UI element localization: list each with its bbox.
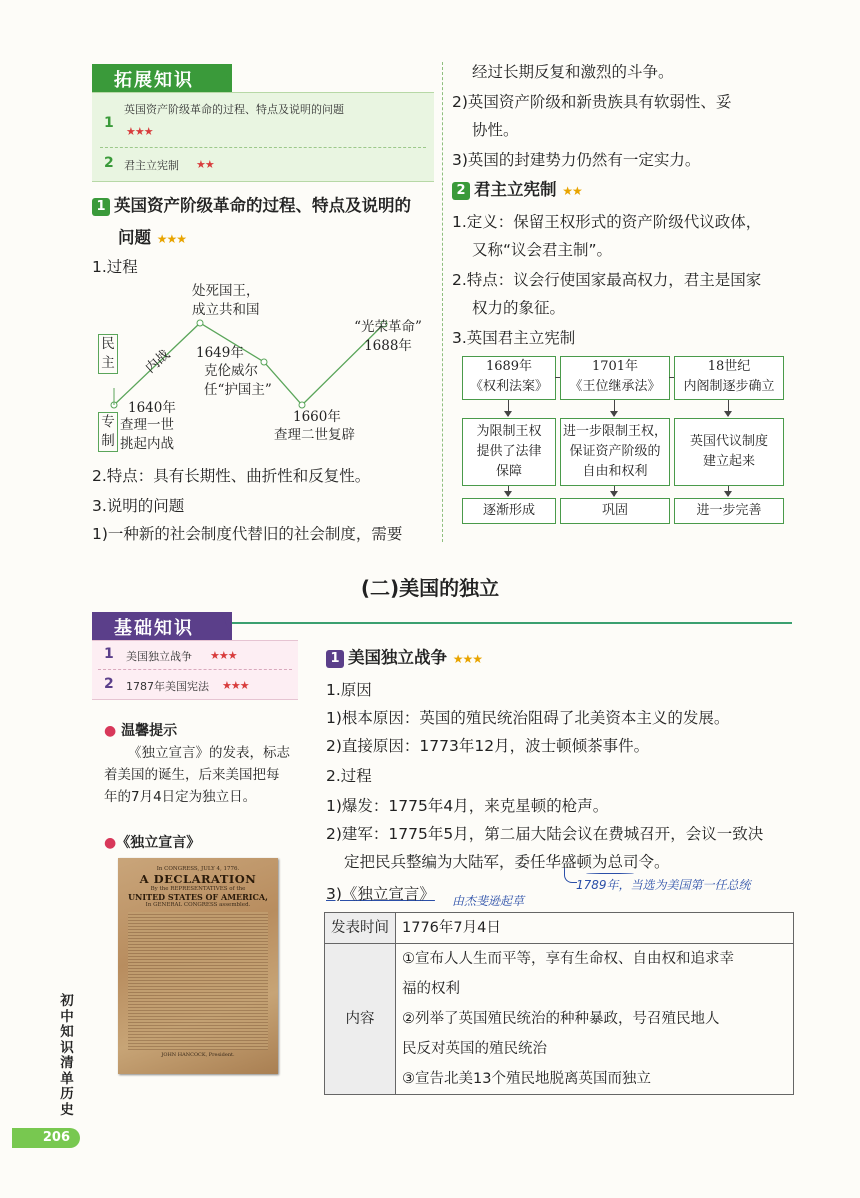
basic-item-stars: ★★★ [222,679,249,692]
flow-arrow [728,486,729,496]
cause-heading: 1.原因 [326,681,372,699]
basic-header: 基础知识 [92,612,232,642]
extension-header: 拓展知识 [92,64,232,94]
section-title: 1 英国资产阶级革命的过程、特点及说明的 [92,192,411,220]
label-1649: 1649年 [196,345,244,361]
definition-text: 1.定义：保留王权形式的资产阶级代议政体， [452,213,762,231]
explain-text: 1)一种新的社会制度代替旧的社会制度，需要 [92,525,403,543]
page-number: 206 [12,1128,80,1148]
side-label: 初中知识清单 历史 [60,993,74,1118]
bullet-icon: ● [104,835,117,851]
process-heading: 1.过程 [92,258,138,276]
flow-arrow [728,400,729,416]
label-execute-king: 处死国王， 成立共和国 [192,283,260,318]
doc-line: In GENERAL CONGRESS assembled. [145,902,251,908]
flow-top-box: 1701年 《王位继承法》 [560,356,670,400]
flow-bottom-box: 进一步完善 [674,498,784,524]
flow-bottom-box: 逐渐形成 [462,498,556,524]
label-charles2: 查理二世复辟 [274,427,355,443]
declaration-image-heading: ●《独立宣言》 [104,835,201,851]
cause-text: 2)直接原因：1773年12月，波士顿倾茶事件。 [326,737,650,755]
democracy-box: 民 主 [98,334,118,374]
section-title: 1 美国独立战争 ★★★ [326,644,482,673]
definition-text: 又称“议会君主制”。 [472,241,613,259]
doc-title: A DECLARATION [139,872,257,886]
handwritten-note: 1789年，当选为美国第一任总统 [576,878,751,892]
divider [100,147,426,148]
flow-arrow [614,486,615,496]
declaration-table [324,912,794,1095]
section-title: 2 君主立宪制 ★★ [452,176,582,205]
doc-line: In CONGRESS, JULY 4, 1776. [156,866,240,872]
flow-top-box: 1689年 《权利法案》 [462,356,556,400]
process-text: 1)爆发：1775年4月，来克星顿的枪声。 [326,797,609,815]
label-cromwell: 克伦威尔 任“护国主” [204,363,272,398]
explain-text: 3)英国的封建势力仍然有一定实力。 [452,151,701,169]
label-1660: 1660年 [293,409,341,425]
autocracy-box: 专 制 [98,412,118,452]
part-title: (二)美国的独立 [360,576,500,600]
label-civil-war: 内战 [142,346,174,377]
feature-text: 权力的象征。 [472,299,566,317]
explain-text: 协性。 [472,121,519,139]
flow-mid-box: 英国代议制度 建立起来 [674,418,784,486]
flow-arrow [508,400,509,416]
rating-stars: ★★★ [156,232,187,246]
section-badge: 1 [92,198,110,216]
bullet-icon: ● [104,723,117,739]
tip-text: 《独立宣言》的发表，标志 着美国的诞生，后来美国把每 年的7月4日定为独立日。 [104,745,290,805]
ext-item-num: 1 [104,115,114,131]
flow-connector [555,377,560,378]
flow-mid-box: 进一步限制王权， 保证资产阶级的 自由和权利 [560,418,670,486]
table-label: 内容 [325,944,396,1095]
ext-item-label: 君主立宪制 [124,159,179,172]
table-value: 1776年7月4日 [396,913,794,944]
note-arrow-icon [564,868,577,883]
doc-line: UNITED STATES OF AMERICA, [128,892,268,902]
doc-line: By the REPRESENTATIVES of the [150,886,246,892]
basic-item-stars: ★★★ [210,649,237,662]
basic-item-label: 1787年美国宪法 [126,680,209,693]
process-text: 3)《独立宣言》 [326,885,435,903]
handwritten-note: 由杰斐逊起草 [452,894,525,908]
divider [98,669,292,670]
label-1640: 1640年 [128,400,176,416]
label-charles1: 查理一世 挑起内战 [120,417,174,452]
ext-item-stars: ★★ [196,158,214,171]
section-title-cont: 问题 ★★★ [118,228,187,247]
ext-item-label: 英国资产阶级革命的过程、特点及说明的问题 [124,103,344,116]
flow-top-box: 18世纪 内阁制逐步确立 [674,356,784,400]
column-divider [442,62,443,542]
table-label: 发表时间 [325,913,396,944]
section-badge: 2 [452,182,470,200]
doc-signature: JOHN HANCOCK, President. [161,1052,235,1058]
flow-connector [669,377,674,378]
rating-stars: ★★ [562,184,582,198]
process-text: 定把民兵整编为大陆军，委任华盛顿为总司令。 [344,853,670,871]
flow-arrow [508,486,509,496]
washington-underline [586,873,634,874]
label-glorious-revolution: “光荣革命” 1688年 [354,319,422,354]
declaration-image [118,858,278,1074]
process-heading: 2.过程 [326,767,372,785]
ext-item-stars: ★★★ [126,125,153,138]
basic-box [92,640,298,700]
flow-mid-box: 为限制王权 提供了法律 保障 [462,418,556,486]
basic-item-num: 2 [104,676,114,692]
explain-text: 经过长期反复和激烈的斗争。 [472,63,674,81]
rating-stars: ★★★ [452,652,483,666]
section-badge: 1 [326,650,344,668]
header-rule [232,622,792,624]
flow-arrow [614,400,615,416]
flow-heading: 3.英国君主立宪制 [452,329,576,347]
ext-item-num: 2 [104,155,114,171]
basic-item-label: 美国独立战争 [126,650,192,663]
cause-text: 1)根本原因：英国的殖民统治阻碍了北美资本主义的发展。 [326,709,730,727]
basic-item-num: 1 [104,646,114,662]
trait-text: 2.特点：具有长期性、曲折性和反复性。 [92,467,371,485]
feature-text: 2.特点：议会行使国家最高权力，君主是国家 [452,271,762,289]
tip-heading: ● 温馨提示 [104,723,178,739]
explain-heading: 3.说明的问题 [92,497,185,515]
doc-body [128,912,268,1050]
flow-bottom-box: 巩固 [560,498,670,524]
process-text: 2)建军：1775年5月，第二届大陆会议在费城召开，会议一致决 [326,825,764,843]
explain-text: 2)英国资产阶级和新贵族具有软弱性、妥 [452,93,732,111]
table-content: ①宣布人人生而平等，享有生命权、自由权和追求幸 福的权利 ②列举了英国殖民统治的种种暴政，号召殖民地人 民反对英国的殖民统治 ③宣告北美13个殖民地脱离英国而独立 [396,944,794,1095]
extension-box [92,92,434,182]
